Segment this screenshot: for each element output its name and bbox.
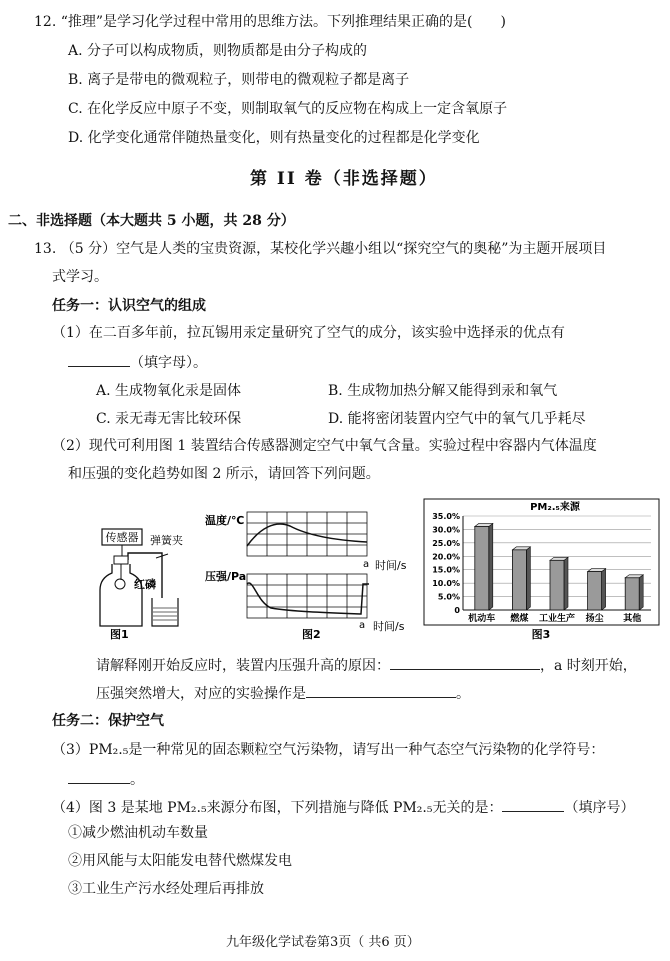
sensor-label: 传感器 [105, 531, 139, 544]
figure-3-caption: 图3 [531, 628, 551, 641]
x-tick-label: 机动车 [468, 614, 496, 624]
connecting-tube [128, 553, 162, 598]
pressure-plot [205, 569, 405, 633]
q13-p1-option-b: B. 生成物加热分解又能得到汞和氧气 [328, 383, 558, 399]
y-tick-label: 0 [454, 606, 460, 615]
clip-label: 弹簧夹 [150, 534, 183, 547]
y-tick-label: 25.0% [432, 538, 460, 548]
bar-side [639, 575, 643, 610]
q13-p1-option-d: D. 能将密闭装置内空气中的氧气几乎耗尽 [328, 411, 586, 427]
bar-side [564, 557, 568, 610]
q13-p4-line: （4）图 3 是某地 PM₂.₅来源分布图，下列措施与降低 PM₂.₅无关的是： （填序号） [52, 797, 634, 817]
q13-p4-item-2: ②用风能与太阳能发电替代燃煤发电 [68, 853, 292, 869]
chart-y-ticks [432, 512, 460, 615]
q13-p3-line1: （3）PM₂.₅是一种常见的固态颗粒空气污染物，请写出一种气态空气污染物的化学符号： [52, 742, 605, 758]
temperature-plot [205, 512, 407, 572]
x-tick-label: 工业生产 [538, 614, 576, 624]
bar [588, 572, 602, 610]
x-tick-label: 燃煤 [510, 614, 529, 624]
q12-stem: 12. “推理”是学习化学过程中常用的思维方法。下列推理结果正确的是( ) [34, 14, 506, 30]
temperature-axis-label: 温度/℃ [205, 514, 245, 527]
y-tick-label: 5.0% [437, 592, 460, 602]
phosphorus-label: 红磷 [134, 578, 156, 591]
q13-p1-option-c: C. 汞无毒无害比较环保 [96, 411, 242, 427]
q13-explain-line1: 请解释刚开始反应时，装置内压强升高的原因： ，a 时刻开始， [96, 655, 637, 675]
y-tick-label: 35.0% [432, 512, 460, 521]
figure-2-curves [205, 498, 420, 644]
page-footer: 九年级化学试卷第3页（ 共6 页） [226, 935, 420, 950]
task2-heading: 任务二：保护空气 [52, 713, 164, 729]
answer-blank [502, 797, 564, 812]
q13-p4-item-1: ①减少燃油机动车数量 [68, 825, 208, 841]
figure-2-caption: 图2 [302, 628, 321, 641]
bar [625, 578, 639, 610]
pressure-curve [247, 583, 369, 614]
answer-blank [68, 352, 130, 367]
q12-option-a: A. 分子可以构成物质，则物质都是由分子构成的 [68, 43, 368, 59]
bar [550, 560, 564, 610]
q13-intro-line2: 式学习。 [52, 269, 108, 285]
y-tick-label: 10.0% [432, 579, 460, 589]
answer-blank [306, 683, 456, 698]
bar-side [602, 569, 606, 610]
q13-p1-line1: （1）在二百多年前，拉瓦锡用汞定量研究了空气的成分，该实验中选择汞的优点有 [52, 325, 565, 341]
x-tick-label: 扬尘 [585, 614, 604, 624]
y-tick-label: 15.0% [432, 565, 460, 575]
pressure-time-label: 时间/s [373, 620, 405, 633]
q13-p4-item-3: ③工业生产污水经处理后再排放 [68, 881, 264, 897]
bar-side [489, 523, 493, 610]
figure-1-apparatus [90, 498, 205, 644]
bar-side [526, 547, 530, 610]
task1-heading: 任务一：认识空气的组成 [52, 298, 206, 314]
q13-p2-line1: （2）现代可利用图 1 装置结合传感器测定空气中氧气含量。实验过程中容器内气体温度 [52, 438, 597, 454]
section-title: 第 II 卷（非选择题） [250, 169, 438, 189]
bar [512, 550, 526, 610]
bar [475, 526, 489, 610]
figure-1-caption: 图1 [110, 628, 129, 641]
q13-explain-line2: 压强突然增大，对应的实验操作是 。 [96, 683, 470, 703]
y-tick-label: 20.0% [432, 552, 460, 562]
q13-p3-line2: 。 [68, 769, 144, 789]
x-tick-label: 其他 [623, 614, 642, 624]
temperature-a-label: a [363, 559, 370, 570]
phosphorus-spoon [115, 579, 125, 589]
answer-blank [390, 655, 540, 670]
q13-p1-option-a: A. 生成物氧化汞是固体 [96, 383, 242, 399]
q12-option-d: D. 化学变化通常伴随热量变化，则有热量变化的过程都是化学变化 [68, 130, 480, 146]
temperature-time-label: 时间/s [375, 559, 407, 572]
stopper [114, 556, 128, 564]
figure-3-pm25-chart [423, 498, 660, 644]
answer-blank [68, 769, 130, 784]
q12-option-b: B. 离子是带电的微观粒子，则带电的微观粒子都是离子 [68, 72, 410, 88]
chart-x-ticks [468, 612, 641, 624]
y-tick-label: 30.0% [432, 525, 460, 535]
chart-title: PM₂.₅来源 [530, 502, 580, 513]
pressure-a-label: a [359, 620, 366, 631]
q13-p1-line2: （填字母）。 [68, 352, 207, 372]
part2-heading: 二、非选择题（本大题共 5 小题，共 28 分） [8, 213, 295, 229]
q13-intro-line1: 13. （5 分）空气是人类的宝贵资源，某校化学兴趣小组以“探究空气的奥秘”为主题开展项目 [34, 241, 607, 257]
pressure-axis-label: 压强/Pa [205, 570, 247, 583]
chart-bars [475, 523, 643, 610]
q13-p2-line2: 和压强的变化趋势如图 2 所示，请回答下列问题。 [68, 466, 380, 482]
q12-option-c: C. 在化学反应中原子不变，则制取氧气的反应物在构成上一定含氧原子 [68, 101, 508, 117]
